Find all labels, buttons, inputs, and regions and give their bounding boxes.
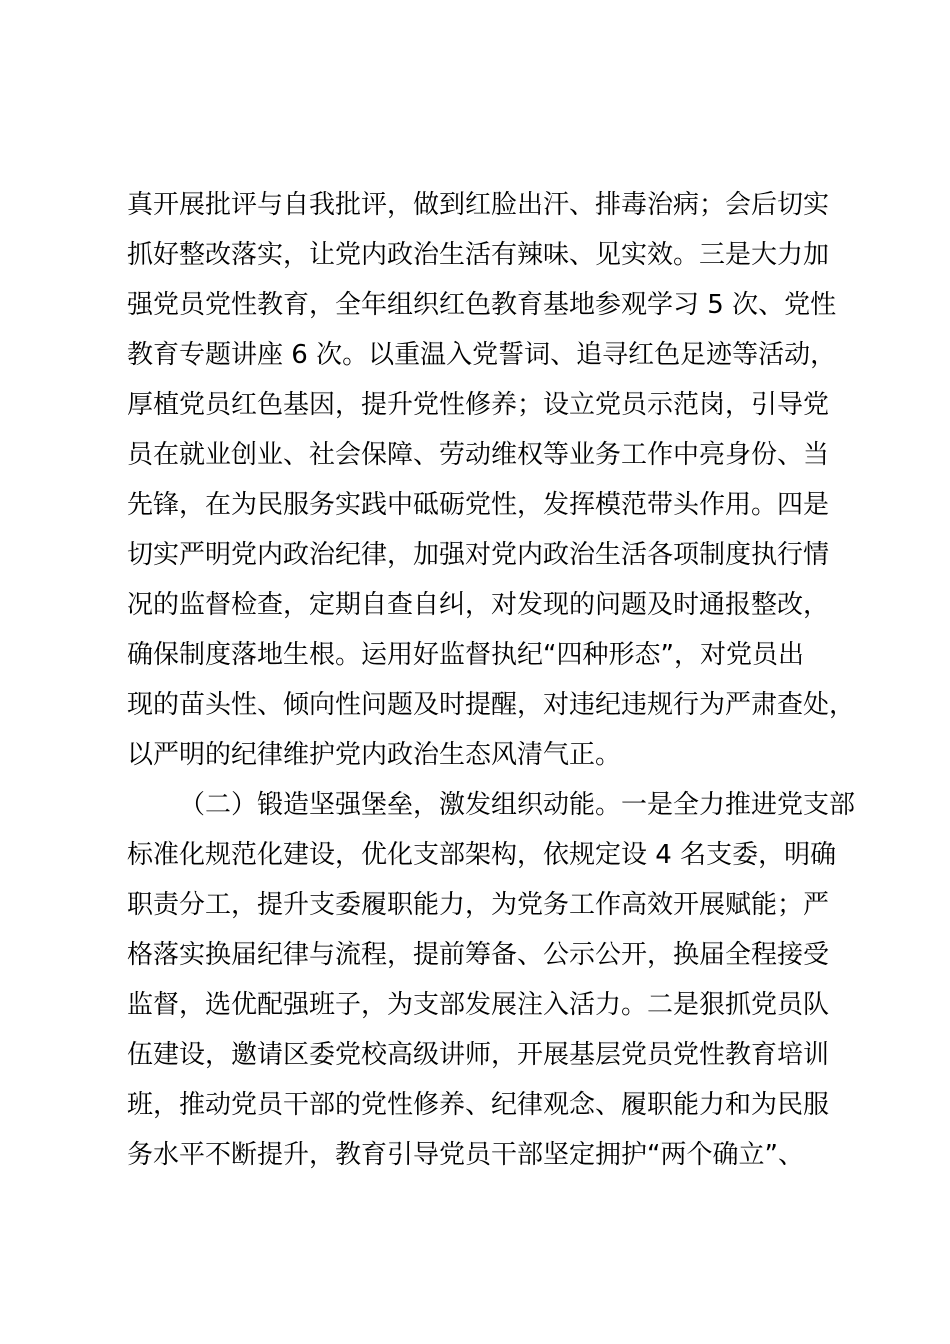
text-line: 抓好整改落实，让党内政治生活有辣味、见实效。三是大力加 — [127, 240, 830, 270]
text-line: 强党员党性教育，全年组织红色教育基地参观学习 5 次、党性 — [127, 290, 837, 320]
text-line: 监督，选优配强班子，为支部发展注入活力。二是狠抓党员队 — [127, 990, 830, 1020]
text-line: 伍建设，邀请区委党校高级讲师，开展基层党员党性教育培训 — [127, 1040, 830, 1070]
text-line: 现的苗头性、倾向性问题及时提醒，对违纪违规行为严肃查处， — [127, 690, 856, 720]
text-line: 格落实换届纪律与流程，提前筹备、公示公开，换届全程接受 — [127, 940, 830, 970]
text-line: 先锋，在为民服务实践中砥砺党性，发挥模范带头作用。四是 — [127, 490, 830, 520]
text-line: 务水平不断提升，教育引导党员干部坚定拥护“两个确立”、 — [127, 1140, 804, 1170]
text-line: 职责分工，提升支委履职能力，为党务工作高效开展赋能；严 — [127, 890, 830, 920]
text-line: 切实严明党内政治纪律，加强对党内政治生活各项制度执行情 — [127, 540, 830, 570]
text-line: 班，推动党员干部的党性修养、纪律观念、履职能力和为民服 — [127, 1090, 830, 1120]
text-line: 况的监督检查，定期自查自纠，对发现的问题及时通报整改， — [127, 590, 830, 620]
text-line: 真开展批评与自我批评，做到红脸出汗、排毒治病；会后切实 — [127, 190, 830, 220]
text-line: 标准化规范化建设，优化支部架构，依规定设 4 名支委，明确 — [127, 840, 837, 870]
text-line: 员在就业创业、社会保障、劳动维权等业务工作中亮身份、当 — [127, 440, 830, 470]
text-line: 确保制度落地生根。运用好监督执纪“四种形态”，对党员出 — [127, 640, 804, 670]
text-line: 厚植党员红色基因，提升党性修养；设立党员示范岗，引导党 — [127, 390, 830, 420]
text-line: 教育专题讲座 6 次。以重温入党誓词、追寻红色足迹等活动， — [127, 340, 837, 370]
text-line: 以严明的纪律维护党内政治生态风清气正。 — [127, 740, 622, 770]
body-text — [127, 180, 856, 1180]
section-heading-line: （二）锻造坚强堡垒，激发组织动能。一是全力推进党支部 — [179, 790, 856, 820]
